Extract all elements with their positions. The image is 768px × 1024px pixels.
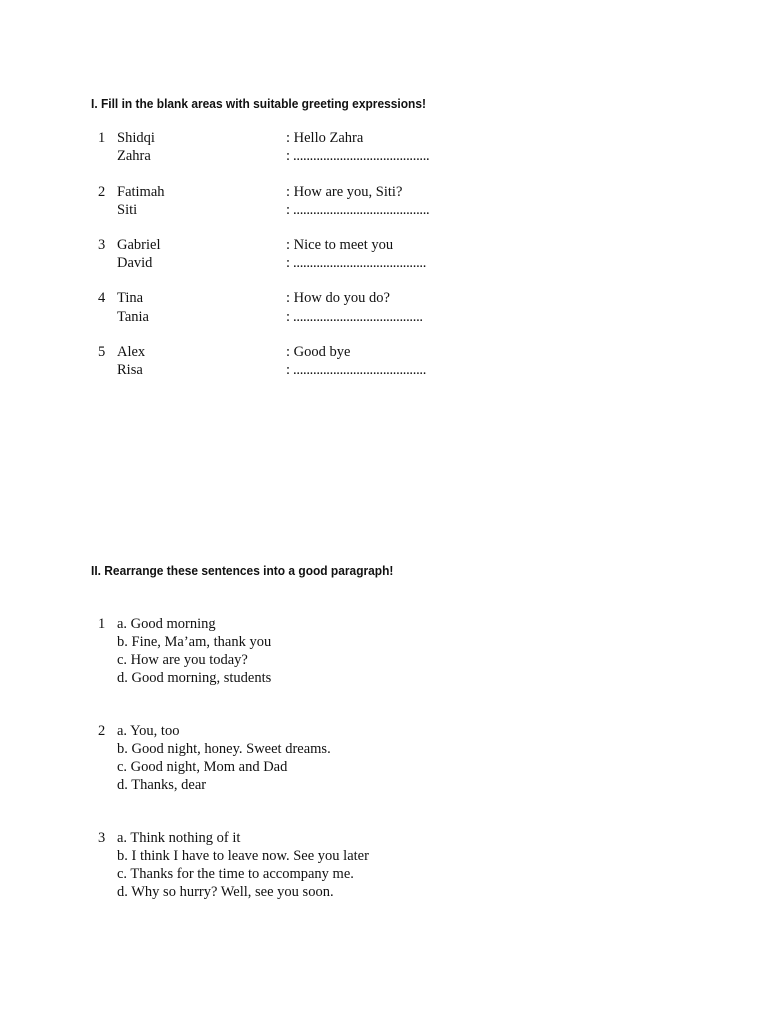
sentence-option: b. Good night, honey. Sweet dreams. [117, 741, 331, 757]
speaker-name: Tina [117, 290, 144, 306]
sentence-option: d. Thanks, dear [117, 777, 207, 793]
dialog-text: : How do you do? [286, 290, 390, 306]
speaker-name: Tania [117, 309, 149, 325]
speaker-name: Risa [117, 362, 143, 378]
answer-blank: : ........................................ [286, 255, 427, 271]
speaker-name: David [117, 255, 153, 271]
speaker-name: Alex [117, 344, 146, 360]
speaker-name: Siti [117, 202, 138, 218]
dialog-text: : Hello Zahra [286, 130, 364, 146]
sentence-option: d. Good morning, students [117, 670, 272, 686]
dialog-text: : Nice to meet you [286, 237, 394, 253]
sentence-option: b. Fine, Ma’am, thank you [117, 634, 272, 650]
answer-blank: : ........................................ [286, 362, 427, 378]
sentence-option: a. Think nothing of it [117, 830, 241, 846]
speaker-name: Shidqi [117, 130, 155, 146]
item-number: 2 [98, 723, 106, 739]
item-number: 1 [98, 130, 106, 146]
sentence-option: a. You, too [117, 723, 180, 739]
item-number: 1 [98, 616, 106, 632]
sentence-option: d. Why so hurry? Well, see you soon. [117, 884, 334, 900]
item-number: 2 [98, 184, 106, 200]
section-2-title: II. Rearrange these sentences into a good paragraph! [91, 563, 394, 578]
sentence-option: a. Good morning [117, 616, 216, 632]
section-1-title: I. Fill in the blank areas with suitable greeting expressions! [91, 96, 426, 111]
speaker-name: Gabriel [117, 237, 161, 253]
dialog-text: : Good bye [286, 344, 351, 360]
item-number: 4 [98, 290, 106, 306]
sentence-option: c. Good night, Mom and Dad [117, 759, 288, 775]
item-number: 3 [98, 237, 106, 253]
speaker-name: Fatimah [117, 184, 165, 200]
item-number: 3 [98, 830, 106, 846]
answer-blank: : ......................................... [286, 148, 430, 164]
dialog-text: : How are you, Siti? [286, 184, 403, 200]
item-number: 5 [98, 344, 106, 360]
sentence-option: b. I think I have to leave now. See you later [117, 848, 369, 864]
sentence-option: c. How are you today? [117, 652, 248, 668]
sentence-option: c. Thanks for the time to accompany me. [117, 866, 354, 882]
answer-blank: : ......................................... [286, 202, 430, 218]
speaker-name: Zahra [117, 148, 151, 164]
answer-blank: : ....................................... [286, 309, 423, 325]
